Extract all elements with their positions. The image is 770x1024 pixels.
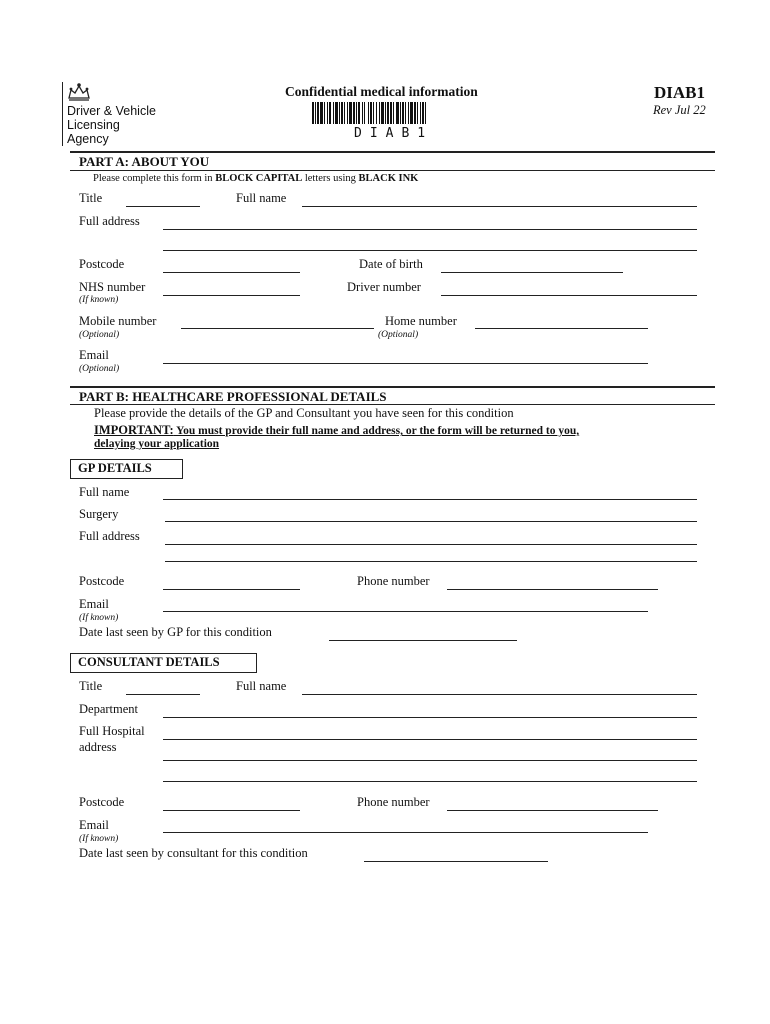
gp-full-name-field[interactable] <box>163 499 697 500</box>
consultant-details-heading: CONSULTANT DETAILS <box>70 653 257 673</box>
email-field[interactable] <box>163 363 648 364</box>
consultant-hospital-label-2: address <box>79 740 117 754</box>
consultant-date-label: Date last seen by consultant for this condition <box>79 846 308 860</box>
important-notice <box>94 423 579 438</box>
driver-number-label: Driver number <box>347 280 421 294</box>
important-text: You must provide their full name and address, or the form will be returned to you, <box>173 425 580 437</box>
part-a-heading: PART A: ABOUT YOU <box>79 154 210 169</box>
mobile-note: (Optional) <box>79 330 120 340</box>
dob-label: Date of birth <box>359 257 423 271</box>
gp-address-field-2[interactable] <box>165 561 697 562</box>
dvla-logo <box>62 82 182 148</box>
part-a-bottom-rule <box>70 170 715 171</box>
home-label: Home number <box>385 314 457 328</box>
mobile-field[interactable] <box>181 328 374 329</box>
gp-details-heading: GP DETAILS <box>70 459 183 479</box>
gp-phone-label: Phone number <box>357 574 430 588</box>
consultant-email-field[interactable] <box>163 832 648 833</box>
full-address-field-2[interactable] <box>163 250 697 251</box>
instruction-emphasis-block-capital: BLOCK CAPITAL <box>215 173 303 184</box>
gp-full-name-label: Full name <box>79 485 130 499</box>
consultant-department-field[interactable] <box>163 717 697 718</box>
barcode-caption: DIAB1 <box>354 126 434 141</box>
consultant-hospital-label-1: Full Hospital <box>79 724 145 738</box>
consultant-phone-field[interactable] <box>447 810 658 811</box>
nhs-note: (If known) <box>79 295 119 305</box>
gp-date-field[interactable] <box>329 640 517 641</box>
mobile-label: Mobile number <box>79 314 157 328</box>
form-code: DIAB1 <box>654 83 706 102</box>
full-name-label: Full name <box>236 191 287 205</box>
royal-crest-icon <box>66 82 92 102</box>
consultant-postcode-field[interactable] <box>163 810 300 811</box>
gp-email-field[interactable] <box>163 611 648 612</box>
email-label: Email <box>79 348 109 362</box>
consultant-phone-label: Phone number <box>357 795 430 809</box>
part-a-instruction <box>93 173 418 184</box>
part-b-bottom-rule <box>70 404 715 405</box>
home-field[interactable] <box>475 328 648 329</box>
agency-name <box>67 104 156 146</box>
form-title: Confidential medical information <box>285 84 478 99</box>
gp-address-field-1[interactable] <box>165 544 697 545</box>
consultant-title-label: Title <box>79 679 103 693</box>
nhs-label: NHS number <box>79 280 146 294</box>
important-label: IMPORTANT: <box>94 423 174 437</box>
consultant-full-name-label: Full name <box>236 679 287 693</box>
gp-email-label: Email <box>79 597 109 611</box>
instruction-text-2: letters using <box>302 173 359 184</box>
revision: Rev Jul 22 <box>653 103 706 117</box>
gp-surgery-label: Surgery <box>79 507 119 521</box>
gp-date-label: Date last seen by GP for this condition <box>79 625 272 639</box>
full-address-label: Full address <box>79 214 140 228</box>
gp-surgery-field[interactable] <box>165 521 697 522</box>
agency-line-3: Agency <box>67 132 109 146</box>
agency-line-1: Driver & Vehicle <box>67 104 156 118</box>
full-address-field-1[interactable] <box>163 229 697 230</box>
consultant-email-note: (If known) <box>79 834 119 844</box>
consultant-title-field[interactable] <box>126 694 200 695</box>
logo-rule <box>62 82 63 146</box>
gp-postcode-field[interactable] <box>163 589 300 590</box>
consultant-address-field-1[interactable] <box>163 739 697 740</box>
nhs-field[interactable] <box>163 295 300 296</box>
dob-field[interactable] <box>441 272 623 273</box>
title-label: Title <box>79 191 103 205</box>
consultant-full-name-field[interactable] <box>302 694 697 695</box>
consultant-address-field-3[interactable] <box>163 781 697 782</box>
barcode <box>312 102 486 124</box>
driver-number-field[interactable] <box>441 295 697 296</box>
gp-full-address-label: Full address <box>79 529 140 543</box>
instruction-emphasis-black-ink: BLACK INK <box>358 173 419 184</box>
part-a-top-rule <box>70 151 715 153</box>
full-name-field[interactable] <box>302 206 697 207</box>
consultant-department-label: Department <box>79 702 139 716</box>
gp-phone-field[interactable] <box>447 589 658 590</box>
consultant-postcode-label: Postcode <box>79 795 125 809</box>
email-note: (Optional) <box>79 364 120 374</box>
part-b-instruction: Please provide the details of the GP and Consultant you have seen for this condition <box>94 406 514 420</box>
part-b-top-rule <box>70 386 715 388</box>
consultant-date-field[interactable] <box>364 861 548 862</box>
instruction-text: Please complete this form in <box>93 173 216 184</box>
home-note: (Optional) <box>378 330 419 340</box>
part-b-heading: PART B: HEALTHCARE PROFESSIONAL DETAILS <box>79 389 387 404</box>
gp-email-note: (If known) <box>79 613 119 623</box>
important-notice-line-2: delaying your application <box>94 438 220 450</box>
consultant-email-label: Email <box>79 818 109 832</box>
consultant-address-field-2[interactable] <box>163 760 697 761</box>
agency-line-2: Licensing <box>67 118 120 132</box>
postcode-field[interactable] <box>163 272 300 273</box>
postcode-label: Postcode <box>79 257 125 271</box>
title-field[interactable] <box>126 206 200 207</box>
gp-postcode-label: Postcode <box>79 574 125 588</box>
